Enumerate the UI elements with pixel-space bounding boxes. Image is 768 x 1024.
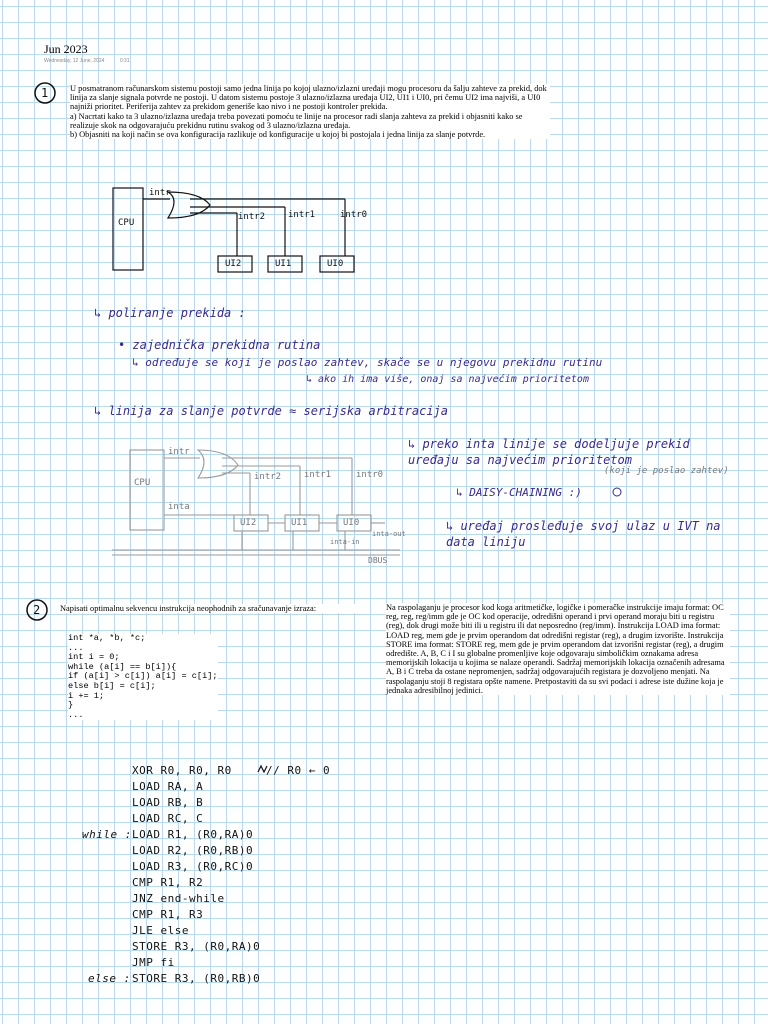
diagram1-ui0-label: UI0 bbox=[327, 259, 344, 269]
asm-line: JNZ end-while bbox=[132, 892, 225, 905]
asm-line: CMP R1, R2 bbox=[132, 876, 204, 889]
asm-line: LOAD RC, C bbox=[132, 812, 204, 825]
diagram2-inta-in-label: inta-in bbox=[330, 538, 360, 546]
diagram2-dbus-label: DBUS bbox=[368, 556, 388, 565]
note-ivt: ↳ uređaj prosleđuje svoj ulaz u IVT na data liniju bbox=[446, 519, 721, 549]
asm-line: STORE R3, (R0,RB)0 bbox=[132, 972, 261, 985]
note-polling: ↳ poliranje prekida : bbox=[94, 306, 246, 320]
q1-number: 1 bbox=[41, 86, 49, 100]
note-common-routine: • zajednička prekidna rutina bbox=[118, 338, 321, 352]
asm-else-label: else : bbox=[88, 972, 131, 985]
q1-text-block bbox=[70, 84, 550, 139]
diagram2-inta-label: inta bbox=[168, 502, 190, 512]
note-decides: ↳ određuje se koji je poslao zahtev, skače se u njegovu prekidnu rutinu bbox=[132, 356, 603, 369]
page-time: 0:31 bbox=[119, 58, 130, 64]
daisy-smiley bbox=[613, 488, 621, 496]
diagram1-intr-label: intr bbox=[149, 188, 171, 198]
asm-line: LOAD RA, A bbox=[132, 780, 204, 793]
diagram2-cpu-box bbox=[130, 450, 164, 530]
diagram1-or-gate bbox=[168, 192, 210, 218]
diagram2-intr1-label: intr1 bbox=[304, 470, 332, 480]
diagram1-ui1-label: UI1 bbox=[275, 259, 292, 269]
diagram2-cpu-label: CPU bbox=[134, 478, 151, 488]
diagram2-ui0-label: UI0 bbox=[343, 518, 360, 528]
asm-line: CMP R1, R3 bbox=[132, 908, 204, 921]
q1-intro: U posmatranom računarskom sistemu postoji samo jedna linija po kojoj ulazno/izlazni uređaji mogu procesoru da šalju zahteve za prekid, dok linija za slanje signala potvrde ne postoji. U datom sistemu postoje 3 ulazno/izlazna uređaja UI2, UI1 i UI0, pri čemu UI2 ima najviši, a UI0 najniži prioritet. Periferija zahtev za prekidom generiše kao nivo i ne postoji kontroler prekida. bbox=[70, 84, 547, 112]
diagram1-intr1-label: intr1 bbox=[288, 210, 316, 220]
asm-line: LOAD R1, (R0,RA)0 bbox=[132, 828, 254, 841]
asm-while-label: while : bbox=[82, 828, 132, 841]
diagram2-ui2-label: UI2 bbox=[240, 518, 257, 528]
q2-number: 2 bbox=[33, 603, 41, 617]
asm-line: JMP fi bbox=[132, 956, 175, 969]
diagram1-cpu-label: CPU bbox=[118, 218, 135, 228]
asm-line: JLE else bbox=[132, 924, 189, 937]
code-line: int *a, *b, *c; bbox=[68, 633, 146, 643]
q1-part-a: a) Nacrtati kako ta 3 ulazno/izlazna uređaja treba povezati pomoću te linije na procesor radi slanja zahteva za prekid i objasniti kako se realizuje skok na odgovarajuću prekidnu rutinu svakog od 3 ulazno/izlazna uređaja. bbox=[70, 111, 523, 130]
code-line: ... bbox=[68, 709, 84, 720]
note-daisy-chaining: ↳ DAISY-CHAINING :) bbox=[456, 486, 582, 499]
note-via-inta: ↳ preko inta linije se dodeljuje prekid uređaju sa najvećim prioritetom bbox=[408, 437, 690, 467]
asm-line: XOR R0, R0, R0 bbox=[132, 764, 232, 777]
note-ack-line: ↳ linija za slanje potvrde ≈ serijska arbitracija bbox=[94, 404, 449, 418]
diagram2-intr2-label: intr2 bbox=[254, 472, 282, 482]
code-line: else b[i] = c[i]; bbox=[68, 680, 156, 691]
diagram2-intr0-label: intr0 bbox=[356, 470, 384, 480]
asm-line: LOAD R3, (R0,RC)0 bbox=[132, 860, 254, 873]
page-date: Wednesday, 12 June, 2024 bbox=[44, 58, 105, 64]
q2-description: Na raspolaganju je procesor kod koga aritmetičke, logičke i pomeračke instrukcije imaju format: OC reg, reg, reg/imm gde je OC kod operacije, odredišni operand i prvi operand moraju biti u registru (reg), dok drugi može biti ili u registru ili dat neposredno (reg/imm). Instrukcija LOAD ima format: LOAD reg, mem gde je prvim operandom dat odredišni registar (reg), a drugim izvorište. Instrukcija STORE ima format: STORE reg, mem gde je prvim operandom dat izvorišni registar (reg), a drugim odredište. A, B, C i I su globalne promenljive koje odgovaraju simboličkim oznakama adresa memorijskih lokacija u kojima se nalaze operandi. Sadržaj memorijskih lokacija označenih adresama A, B i C treba da ostane nepromenjen, sadržaj odgovarajućih registara je dozvoljeno menjati. Na raspolaganju stoji 8 registara opšte namene. Pretpostaviti da su svi podaci i adrese iste dužine koja je jednaka adresibilnoj jedinici. bbox=[386, 603, 730, 695]
note-priority: ↳ ako ih ima više, onaj sa najvećim prioritetom bbox=[306, 374, 589, 385]
q1-part-b: b) Objasniti na koji način se ova konfiguracija razlikuje od konfiguracije u kojoj bi postojala i jedna linija za slanje potvrde. bbox=[70, 130, 486, 140]
code-line: ... bbox=[68, 642, 84, 653]
asm-line: STORE R3, (R0,RA)0 bbox=[132, 940, 261, 953]
code-line: } bbox=[68, 700, 74, 711]
asm-line: LOAD RB, B bbox=[132, 796, 204, 809]
note-who-sent: (koji je poslao zahtev) bbox=[604, 466, 729, 476]
code-line: if (a[i] > c[i]) a[i] = c[i]; bbox=[68, 671, 218, 682]
diagram1-ui2-label: UI2 bbox=[225, 259, 242, 269]
code-line: int i = 0; bbox=[68, 652, 120, 663]
diagram2-inta-out-label: inta-out bbox=[372, 530, 406, 538]
code-line: i += 1; bbox=[68, 690, 105, 701]
diagram1-intr2-label: intr2 bbox=[238, 212, 266, 222]
page-title: Jun 2023 bbox=[44, 42, 88, 56]
asm-comment: // R0 ← 0 bbox=[266, 764, 331, 777]
diagram2-ui1-label: UI1 bbox=[291, 518, 308, 528]
q2-code-block bbox=[68, 634, 218, 720]
asm-line: LOAD R2, (R0,RB)0 bbox=[132, 844, 254, 857]
diagram2-or-gate bbox=[198, 450, 238, 478]
diagram1-intr0-label: intr0 bbox=[340, 210, 368, 220]
code-line: while (a[i] == b[i]){ bbox=[68, 661, 177, 672]
diagram1-cpu-box bbox=[113, 188, 143, 270]
diagram2-intr-label: intr bbox=[168, 447, 190, 457]
q2-task: Napisati optimalnu sekvencu instrukcija neophodnih za sračunavanje izraza: bbox=[60, 604, 360, 613]
